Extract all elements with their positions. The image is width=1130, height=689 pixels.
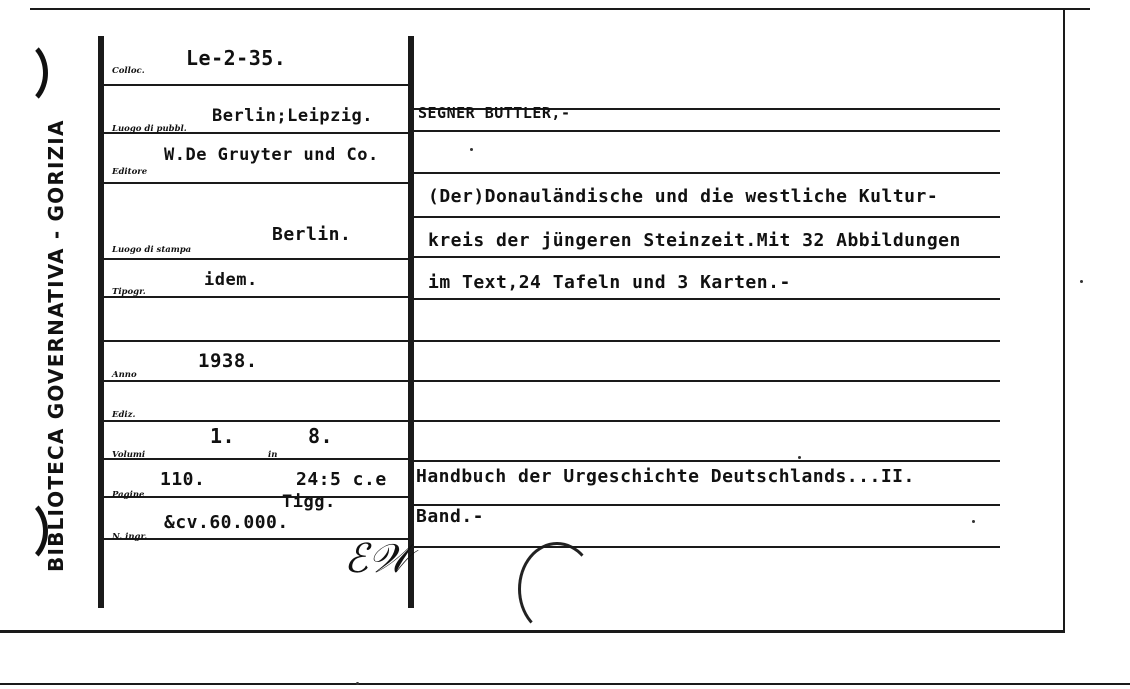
rule [104,340,408,342]
speck [470,148,473,151]
value-volumi: 1. [210,424,236,448]
series-line-2: Band.- [416,506,485,527]
rule [414,380,1000,382]
series-line-1: Handbuch der Urgeschichte Deutschlands...II. [416,466,915,487]
rule [104,380,408,382]
rule [104,496,408,498]
handwritten-initials: ℰ𝒲 [344,536,411,582]
value-anno: 1938. [198,350,258,372]
value-luogo-pubbl: Berlin;Leipzig. [212,106,374,126]
rule [104,458,408,460]
rule [414,504,1000,506]
rule [414,460,1000,462]
rule [414,340,1000,342]
rule [104,182,408,184]
label-pagine: Pagine [112,490,145,500]
author-line: SEGNER BUTTLER,- [418,104,571,122]
label-editore: Editore [112,167,148,177]
value-tipografia: idem. [204,270,258,290]
value-misure: 24:5 c.e [296,469,387,490]
rule [104,296,408,298]
speck [1080,280,1083,283]
rule [414,420,1000,422]
punch-hole-top [0,38,48,108]
value-tavole: Tigg. [282,492,336,512]
rule [414,546,1000,548]
page-bottom-line [0,683,1130,685]
rule [104,258,408,260]
rule [414,172,1000,174]
speck [356,682,359,685]
label-inventario: N. ingr. [112,532,148,542]
label-volumi: Volumi [112,450,146,460]
value-pagine: 110. [160,469,206,490]
title-line-1: (Der)Donauländische und die westliche Kultur- [428,186,939,207]
label-luogo-pubbl: Luogo di pubbl. [112,124,187,134]
label-formato: in [268,450,278,460]
label-luogo-stampa: Luogo di stampa [112,245,192,255]
right-border [1063,8,1065,632]
punch-hole-bottom [0,496,48,566]
top-border [30,8,1090,10]
label-tipografia: Tipogr. [112,287,146,297]
rule [104,84,408,86]
speck [972,520,975,523]
title-line-3: im Text,24 Tafeln und 3 Karten.- [428,272,791,293]
center-hole [518,542,596,636]
rule [104,420,408,422]
value-luogo-stampa: Berlin. [272,224,352,245]
rule [414,130,1000,132]
bottom-border [0,630,1065,633]
value-inventario: &cv.60.000. [164,512,289,533]
library-name: BIBLIOTECA GOVERNATIVA - GORIZIA [44,119,68,572]
rule [414,256,1000,258]
value-collocazione: Le-2-35. [186,46,287,70]
title-line-2: kreis der jüngeren Steinzeit.Mit 32 Abbildungen [428,230,961,251]
rule [414,216,1000,218]
middle-rule [408,36,414,608]
rule [414,298,1000,300]
speck [798,456,801,459]
left-rule [98,36,104,608]
label-edizione: Ediz. [112,410,136,420]
value-editore: W.De Gruyter und Co. [164,145,379,165]
label-collocazione: Colloc. [112,66,145,76]
value-formato: 8. [308,424,334,448]
label-anno: Anno [112,370,137,380]
